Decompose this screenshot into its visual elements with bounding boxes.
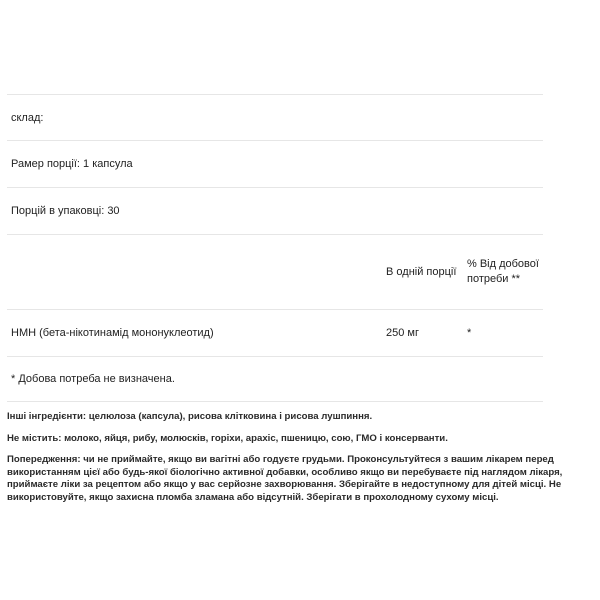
header-amount: В одній порції — [386, 266, 457, 278]
warning: Попередження: чи не приймайте, якщо ви вагітні або годуєте грудьми. Проконсультуйтеся з вашим лікарем перед використанням цієї або будь-якої біологічно активної добавки, особливо якщо ви перебуваєте під наглядом лікаря, приймаєте ліки за рецептом або якщо у вас серйозне захворювання. Зберігайте в недоступному для дітей місці. Не використовуйте, якщо захисна пломба зламана або відсутній. Зберігати в прохолодному сухому місці. — [7, 454, 563, 503]
other-ingredients: Інші інгредієнти: целюлоза (капсула), рисова клітковина і рисова лушпиння. — [7, 411, 373, 422]
composition-title: склад: — [11, 111, 44, 124]
header-daily-value: % Від добової потреби ** — [467, 258, 539, 285]
table-header-row — [7, 234, 543, 309]
servings-per-container-row — [7, 187, 543, 234]
servings-per-container: Порцій в упаковці: 30 — [11, 205, 120, 217]
footnote-row — [7, 356, 543, 402]
footnote: * Добова потреба не визначена. — [11, 373, 175, 385]
serving-size: Рамер порції: 1 капсула — [11, 158, 133, 170]
supplement-facts-table — [7, 94, 543, 402]
ingredient-amount: 250 мг — [386, 327, 419, 339]
table-row — [7, 309, 543, 356]
ingredient-daily-value: * — [467, 326, 472, 339]
label-notes — [7, 411, 567, 513]
serving-size-row — [7, 140, 543, 187]
composition-title-row — [7, 94, 543, 140]
ingredient-name: НМН (бета-нікотинамід мононуклеотид) — [11, 327, 214, 339]
does-not-contain: Не містить: молоко, яйця, рибу, молюсків, горіхи, арахіс, пшеницю, сою, ГМО і консерванти. — [7, 432, 448, 444]
